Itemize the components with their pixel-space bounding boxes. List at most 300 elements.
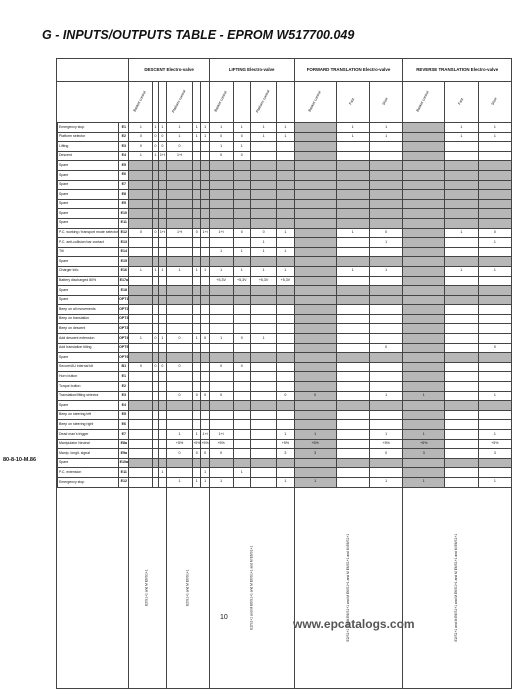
table-cell: 0 — [201, 334, 209, 344]
table-cell: 1 — [209, 334, 233, 344]
table-cell — [294, 266, 336, 276]
table-cell — [251, 286, 277, 296]
table-cell — [445, 295, 478, 305]
table-cell — [209, 190, 233, 200]
table-cell: 1 — [233, 142, 251, 152]
table-cell — [209, 382, 233, 392]
table-cell — [129, 257, 153, 267]
row-name: Spare — [58, 401, 119, 411]
table-cell — [277, 362, 295, 372]
table-cell — [201, 238, 209, 248]
table-cell: 0 — [166, 142, 192, 152]
table-cell — [201, 180, 209, 190]
row-name: Descent — [58, 151, 119, 161]
table-cell: 1 — [158, 468, 166, 478]
table-cell — [277, 401, 295, 411]
table-cell — [251, 372, 277, 382]
table-cell — [129, 420, 153, 430]
table-cell: 1 — [201, 132, 209, 142]
table-cell — [209, 238, 233, 248]
table-cell — [294, 353, 336, 363]
row-code: OPT5 — [119, 343, 129, 353]
table-cell: 1 — [478, 430, 511, 440]
table-cell — [129, 199, 153, 209]
row-name: Spare — [58, 353, 119, 363]
table-cell — [403, 180, 445, 190]
table-cell — [478, 286, 511, 296]
table-cell — [158, 458, 166, 468]
table-cell — [233, 382, 251, 392]
table-cell — [336, 468, 369, 478]
table-cell — [445, 362, 478, 372]
table-cell — [369, 151, 402, 161]
table-cell — [158, 477, 166, 487]
table-cell — [369, 286, 402, 296]
table-cell — [277, 314, 295, 324]
row-code: OPT4 — [119, 334, 129, 344]
subcolumn-label: Fast — [457, 97, 465, 106]
table-cell — [251, 410, 277, 420]
table-cell — [294, 372, 336, 382]
table-cell — [369, 324, 402, 334]
table-cell — [166, 170, 192, 180]
table-cell — [336, 295, 369, 305]
table-cell — [369, 247, 402, 257]
table-cell — [336, 314, 369, 324]
table-cell — [158, 391, 166, 401]
table-cell — [478, 410, 511, 420]
table-cell: +5,3V — [209, 276, 233, 286]
table-cell — [233, 353, 251, 363]
table-cell — [201, 218, 209, 228]
table-cell: 1 — [193, 123, 201, 133]
table-row — [57, 372, 512, 382]
table-cell — [166, 343, 192, 353]
table-cell — [201, 295, 209, 305]
row-name: Spare — [58, 286, 119, 296]
table-cell — [277, 190, 295, 200]
page-title: G - INPUTS/OUTPUTS TABLE - EPROM W517700.049 — [42, 28, 355, 42]
table-row — [57, 142, 512, 152]
subcolumn-label: Platform control — [171, 89, 187, 114]
table-cell: +5% — [403, 439, 445, 449]
table-cell — [294, 295, 336, 305]
table-cell — [201, 420, 209, 430]
table-cell — [158, 420, 166, 430]
table-cell — [251, 209, 277, 219]
table-cell: +5% — [209, 439, 233, 449]
table-cell: 1+t — [209, 430, 233, 440]
table-cell — [294, 123, 336, 133]
table-cell — [251, 170, 277, 180]
table-cell — [478, 247, 511, 257]
table-cell: +5,3V — [277, 276, 295, 286]
table-cell: 1 — [193, 430, 201, 440]
table-cell: 1 — [209, 142, 233, 152]
table-cell — [193, 305, 201, 315]
table-cell — [129, 391, 153, 401]
row-name: Horn button — [58, 372, 119, 382]
table-cell: 0 — [233, 228, 251, 238]
table-cell: 0 — [233, 151, 251, 161]
table-cell — [277, 353, 295, 363]
table-cell — [294, 468, 336, 478]
table-cell — [403, 238, 445, 248]
table-row — [57, 353, 512, 363]
table-row — [57, 362, 512, 372]
table-cell: 1 — [129, 266, 153, 276]
module-label-text — [57, 388, 58, 461]
table-cell — [251, 180, 277, 190]
subcolumn-header — [369, 82, 402, 123]
table-cell: 1 — [277, 266, 295, 276]
row-code: E3 — [119, 391, 129, 401]
table-cell — [233, 439, 251, 449]
table-cell — [251, 199, 277, 209]
table-cell — [478, 382, 511, 392]
table-cell — [336, 382, 369, 392]
table-cell — [403, 382, 445, 392]
table-cell: 1 — [277, 228, 295, 238]
table-cell: 1 — [445, 123, 478, 133]
table-cell — [336, 458, 369, 468]
side-label: 80-8-10-M.86 — [3, 457, 37, 463]
row-code: E10a — [119, 458, 129, 468]
table-cell — [166, 401, 192, 411]
table-cell — [233, 286, 251, 296]
table-cell: 1 — [369, 391, 402, 401]
footer-condition-text: E2/S1+1 and M E6/S1+1 — [185, 569, 190, 606]
table-cell: 1 — [193, 334, 201, 344]
footer-condition — [403, 487, 512, 688]
table-cell — [336, 305, 369, 315]
table-cell: 0 — [294, 391, 336, 401]
table-cell — [129, 190, 153, 200]
table-cell: 0 — [233, 362, 251, 372]
table-row — [57, 382, 512, 392]
table-cell — [478, 151, 511, 161]
table-cell — [251, 391, 277, 401]
table-cell: +5% — [166, 439, 192, 449]
table-cell — [369, 190, 402, 200]
table-cell — [336, 324, 369, 334]
table-cell — [445, 305, 478, 315]
table-cell — [403, 142, 445, 152]
table-cell — [336, 286, 369, 296]
table-cell — [209, 458, 233, 468]
subcolumn-header — [445, 82, 478, 123]
table-cell: 0 — [166, 391, 192, 401]
table-cell: 1 — [369, 132, 402, 142]
table-row — [57, 430, 512, 440]
table-cell — [209, 257, 233, 267]
table-cell — [233, 238, 251, 248]
table-cell — [129, 314, 153, 324]
footer-condition — [166, 487, 209, 688]
row-code: E11 — [119, 468, 129, 478]
table-cell — [478, 190, 511, 200]
table-cell — [201, 314, 209, 324]
table-cell — [445, 218, 478, 228]
row-code: E7 — [119, 430, 129, 440]
table-cell — [201, 257, 209, 267]
table-cell — [277, 468, 295, 478]
table-cell — [166, 372, 192, 382]
table-cell: 0 — [209, 151, 233, 161]
table-cell — [369, 362, 402, 372]
blank-corner — [57, 59, 129, 82]
subcolumn-header — [158, 82, 166, 123]
table-cell: 1 — [193, 266, 201, 276]
table-cell — [294, 458, 336, 468]
table-cell — [336, 151, 369, 161]
table-cell — [478, 420, 511, 430]
row-code: E13 — [119, 238, 129, 248]
table-row — [57, 401, 512, 411]
table-cell — [294, 401, 336, 411]
table-cell — [201, 209, 209, 219]
table-cell — [158, 401, 166, 411]
table-cell — [158, 286, 166, 296]
table-cell: 3 — [403, 449, 445, 459]
table-cell — [251, 458, 277, 468]
table-row — [57, 324, 512, 334]
table-cell — [251, 362, 277, 372]
table-cell — [166, 180, 192, 190]
table-cell — [403, 420, 445, 430]
table-cell: 1 — [209, 247, 233, 257]
row-name: Secure/AU internal bit — [58, 362, 119, 372]
table-cell: 3 — [478, 449, 511, 459]
row-code: E16 — [119, 266, 129, 276]
table-cell — [294, 238, 336, 248]
io-table — [56, 58, 512, 689]
footer-condition — [209, 487, 294, 688]
table-cell — [277, 324, 295, 334]
table-cell — [193, 238, 201, 248]
table-cell — [158, 439, 166, 449]
row-name: Dead man's trigger — [58, 430, 119, 440]
table-cell: +5% — [277, 439, 295, 449]
column-group-header: REVERSE TRANSLATION Electro-valve — [403, 59, 512, 82]
table-cell — [201, 286, 209, 296]
table-cell — [193, 372, 201, 382]
table-cell — [129, 410, 153, 420]
row-code: E12 — [119, 228, 129, 238]
table-cell — [445, 238, 478, 248]
table-cell: 1 — [158, 123, 166, 133]
table-row — [57, 266, 512, 276]
table-cell — [403, 334, 445, 344]
row-name: Spare — [58, 257, 119, 267]
row-name: Platform selector — [58, 132, 119, 142]
table-row — [57, 209, 512, 219]
table-cell — [294, 276, 336, 286]
table-cell — [277, 372, 295, 382]
row-name: Beep on steering right — [58, 420, 119, 430]
table-cell — [233, 477, 251, 487]
table-cell: 1 — [478, 391, 511, 401]
table-cell — [478, 458, 511, 468]
table-cell — [403, 343, 445, 353]
row-code: E14 — [119, 247, 129, 257]
table-cell — [336, 420, 369, 430]
table-cell: 1 — [369, 123, 402, 133]
table-cell — [294, 343, 336, 353]
table-cell — [201, 410, 209, 420]
subcolumn-header — [209, 82, 233, 123]
table-cell — [445, 401, 478, 411]
footer-condition — [294, 487, 403, 688]
table-cell: 0 — [158, 132, 166, 142]
table-cell — [478, 170, 511, 180]
table-cell — [403, 247, 445, 257]
table-cell: 0 — [153, 362, 159, 372]
row-code: E1 — [119, 372, 129, 382]
footer-condition-text: E2/S1+1 and M E6/S1+1 and M E6/S1+1 and M E6/S1+1 and M E6/S1+1 — [345, 533, 350, 642]
row-name: Spare — [58, 458, 119, 468]
table-row — [57, 247, 512, 257]
table-cell — [369, 410, 402, 420]
table-cell — [478, 142, 511, 152]
table-cell: 1 — [251, 132, 277, 142]
table-cell: +5% — [193, 439, 201, 449]
table-cell: 0 — [153, 142, 159, 152]
table-row — [57, 238, 512, 248]
table-cell — [403, 305, 445, 315]
table-cell — [193, 180, 201, 190]
table-cell: 1 — [251, 123, 277, 133]
table-cell — [209, 161, 233, 171]
table-cell — [193, 401, 201, 411]
table-row — [57, 276, 512, 286]
table-row — [57, 449, 512, 459]
table-row — [57, 439, 512, 449]
watermark: www.epcatalogs.com — [293, 617, 415, 631]
table-cell — [209, 180, 233, 190]
subcolumn-label: Basket control — [133, 90, 148, 113]
table-row — [57, 391, 512, 401]
table-cell — [277, 305, 295, 315]
table-cell — [445, 382, 478, 392]
table-cell — [251, 324, 277, 334]
table-cell: 0 — [209, 391, 233, 401]
table-cell — [129, 276, 153, 286]
table-cell — [294, 324, 336, 334]
table-cell — [166, 161, 192, 171]
table-cell — [445, 458, 478, 468]
table-cell — [336, 430, 369, 440]
table-cell — [369, 458, 402, 468]
table-cell: 1 — [166, 266, 192, 276]
table-cell — [233, 343, 251, 353]
table-cell — [403, 286, 445, 296]
table-cell — [209, 410, 233, 420]
table-cell: +5% — [294, 439, 336, 449]
table-cell: 1 — [336, 132, 369, 142]
table-cell — [193, 170, 201, 180]
table-cell — [478, 209, 511, 219]
row-name: Beep on descent — [58, 324, 119, 334]
row-name: Add descent extension — [58, 334, 119, 344]
table-cell — [336, 343, 369, 353]
table-cell — [277, 257, 295, 267]
table-cell: 0 — [369, 343, 402, 353]
table-cell: 3 — [277, 449, 295, 459]
table-cell — [251, 151, 277, 161]
table-cell: 0 — [201, 449, 209, 459]
table-cell: 1 — [294, 477, 336, 487]
table-cell — [251, 468, 277, 478]
table-cell — [445, 247, 478, 257]
table-cell — [294, 420, 336, 430]
table-cell — [158, 238, 166, 248]
table-cell — [193, 420, 201, 430]
table-cell — [129, 238, 153, 248]
table-cell — [403, 266, 445, 276]
table-cell — [294, 334, 336, 344]
row-name: Translation/lifting selector — [58, 391, 119, 401]
row-code: OPT1 — [119, 295, 129, 305]
table-cell — [445, 190, 478, 200]
table-cell — [129, 401, 153, 411]
table-cell — [193, 218, 201, 228]
table-cell — [445, 372, 478, 382]
table-cell — [336, 362, 369, 372]
table-cell — [445, 199, 478, 209]
table-cell: 0 — [129, 142, 153, 152]
table-cell: 1 — [153, 123, 159, 133]
table-cell — [166, 314, 192, 324]
row-code: E17a — [119, 276, 129, 286]
table-cell — [129, 247, 153, 257]
table-row — [57, 132, 512, 142]
table-cell: 1 — [251, 247, 277, 257]
table-cell — [251, 305, 277, 315]
table-cell: 1 — [369, 430, 402, 440]
table-cell — [233, 391, 251, 401]
table-cell — [129, 343, 153, 353]
table-cell — [233, 170, 251, 180]
table-cell — [209, 353, 233, 363]
table-cell: 0 — [193, 228, 201, 238]
table-cell — [233, 458, 251, 468]
table-cell — [129, 468, 153, 478]
table-cell — [445, 324, 478, 334]
table-cell — [129, 170, 153, 180]
table-cell — [445, 161, 478, 171]
table-cell — [403, 190, 445, 200]
table-cell: 1 — [233, 266, 251, 276]
table-cell — [445, 151, 478, 161]
row-name: Beep on all movements — [58, 305, 119, 315]
table-cell — [403, 228, 445, 238]
table-cell: 1 — [403, 430, 445, 440]
table-cell — [445, 353, 478, 363]
table-cell — [158, 247, 166, 257]
row-code: E6 — [119, 170, 129, 180]
table-cell — [445, 439, 478, 449]
table-cell — [336, 247, 369, 257]
table-cell: 1 — [251, 334, 277, 344]
table-cell — [129, 430, 153, 440]
table-cell — [233, 190, 251, 200]
table-cell — [336, 190, 369, 200]
table-cell — [478, 324, 511, 334]
table-cell — [478, 362, 511, 372]
table-cell: 0 — [251, 228, 277, 238]
table-cell — [233, 372, 251, 382]
